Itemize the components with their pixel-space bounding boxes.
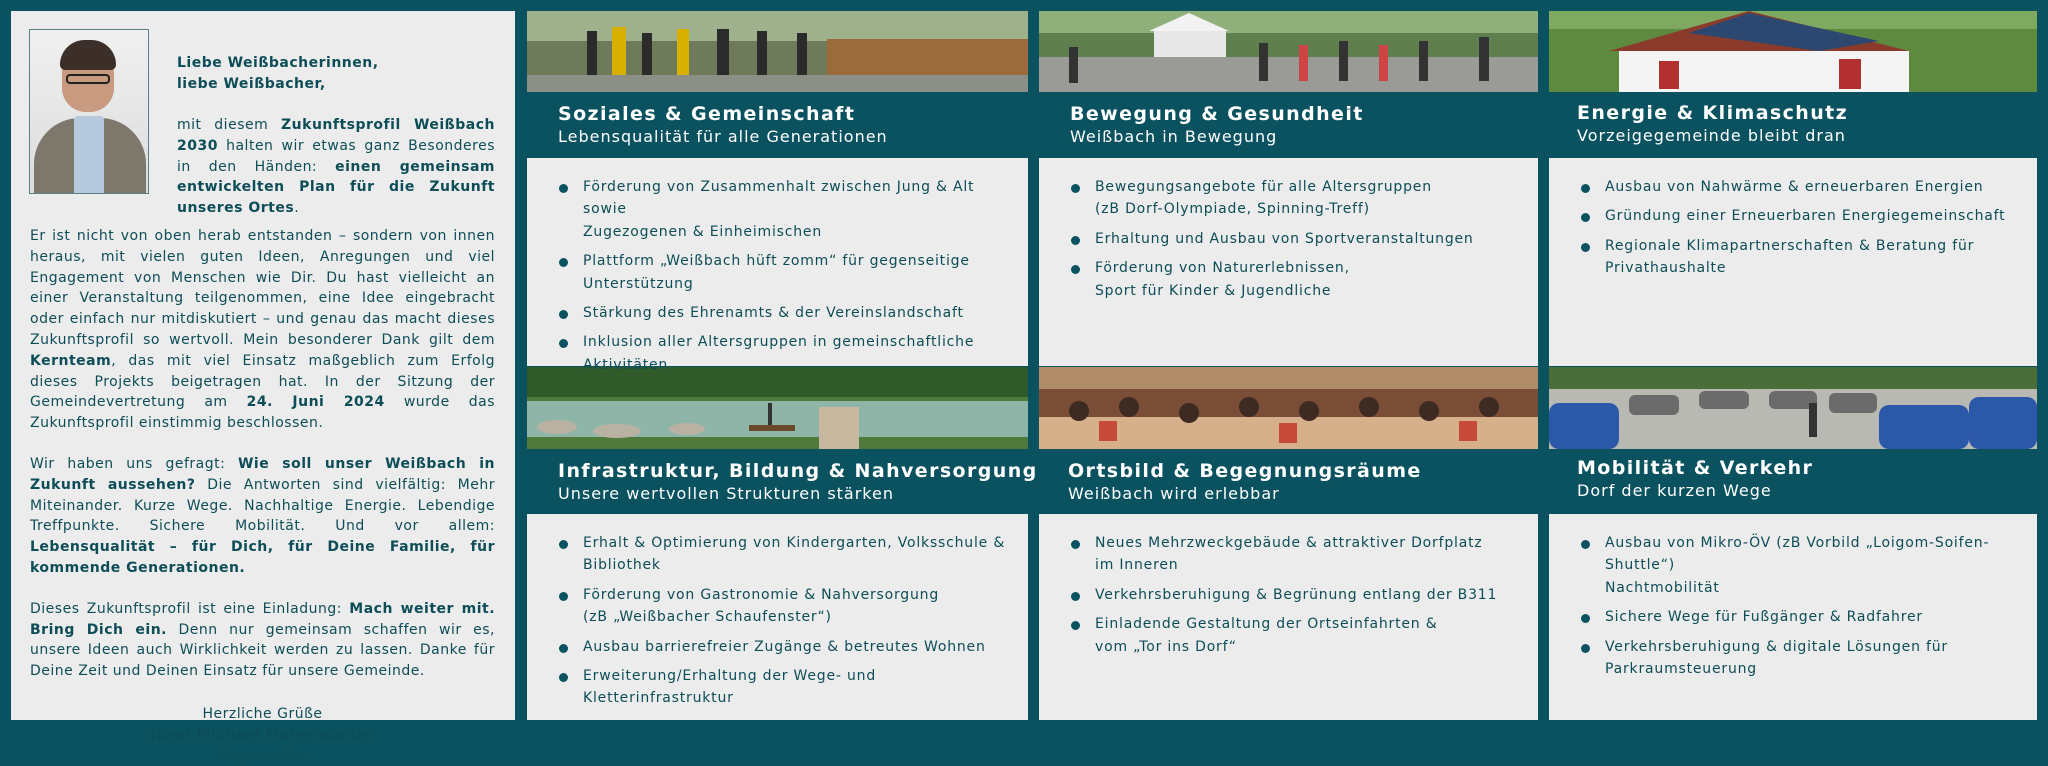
letter-paragraph-2: Wir haben uns gefragt: Wie soll unser Weißbach in Zukunft aussehen? Die Antworten sind vielfältig: Mehr Miteinander. Kurze Wege. Nachhaltige Energie. Lebendige Treffpunkte. Sichere Mobilität. Und vor allem: Lebensqualität – für Dich, für Deine Familie, für kommende Generationen. [30, 455, 495, 576]
section-heading-mobilitaet: Mobilität & Verkehr Dorf der kurzen Wege [1577, 457, 1814, 500]
letter-paragraph-1: Er ist nicht von oben herab entstanden – sondern von innen heraus, mit vielen guten Ideen, Anregungen und viel Engagement von Menschen wie Dir. Du hast vielleicht an einer Veranstaltung teilgenommen, eine Idee eingebracht oder einfach nur mitdiskutiert – und genau das macht dieses Zukunftsprofil so wertvoll. Mein besonderer Dank gilt dem Kernteam, das mit viel Einsatz maßgeblich zum Erfolg dieses Projekts beigetragen hat. In der Sitzung der Gemeindevertretung am 24. Juni 2024 wurde das Zukunftsprofil einstimmig beschlossen. [30, 227, 495, 432]
photo-river-raft [527, 367, 1028, 449]
letter-signature: Herzliche Grüße Josef Michael Hohenwarter Bürgermeister [30, 704, 495, 766]
section-list-bewegung [1039, 158, 1538, 366]
section-heading-soziales: Soziales & Gemeinschaft Lebensqualität für alle Generationen [558, 103, 888, 146]
photo-solar-building [1549, 11, 2037, 92]
bullet-item: Neues Mehrzweckgebäude & attraktiver Dorfplatz im Inneren [1071, 532, 1518, 577]
letter-paragraph-3: Dieses Zukunftsprofil ist eine Einladung: Mach weiter mit. Bring Dich ein. Denn nur gemeinsam schaffen wir es, unsere Ideen auch Wirklichkeit werden zu lassen. Danke für Deine Zeit und Deinen Einsatz für unsere Gemeinde. [30, 600, 496, 680]
section-heading-ortsbild: Ortsbild & Begegnungsräume Weißbach wird erlebbar [1068, 460, 1422, 503]
bullet-item: Förderung von Naturerlebnissen, Sport für Kinder & Jugendliche [1071, 257, 1518, 302]
mayor-portrait [29, 29, 149, 194]
letter-greeting: Liebe Weißbacherinnen, liebe Weißbacher, [177, 55, 379, 92]
mayor-role: Bürgermeister [216, 748, 309, 763]
section-heading-bewegung: Bewegung & Gesundheit Weißbach in Bewegung [1070, 103, 1364, 146]
bullet-item: Verkehrsberuhigung & Begrünung entlang der B311 [1071, 584, 1518, 606]
bullet-item: Plattform „Weißbach hüft zomm“ für gegenseitige Unterstützung [559, 250, 1008, 295]
bullet-item: Erhaltung und Ausbau von Sportveranstaltungen [1071, 228, 1518, 250]
bullet-item: Ausbau von Nahwärme & erneuerbaren Energien [1581, 176, 2017, 198]
bullet-item: Ausbau von Mikro-ÖV (zB Vorbild „Loigom-Soifen-Shuttle“) Nachtmobilität [1581, 532, 2017, 599]
mayor-name: Josef Michael Hohenwarter [150, 726, 375, 743]
bullet-item: Förderung von Gastronomie & Nahversorgung (zB „Weißbacher Schaufenster“) [559, 584, 1008, 629]
bullet-item: Förderung von Zusammenhalt zwischen Jung & Alt sowie Zugezogenen & Einheimischen [559, 176, 1008, 243]
section-heading-energie: Energie & Klimaschutz Vorzeigegemeinde bleibt dran [1577, 102, 1849, 145]
photo-run-event [1039, 11, 1538, 92]
section-list-soziales [527, 158, 1028, 373]
section-list-ortsbild [1039, 514, 1538, 720]
section-list-mobilitaet [1549, 514, 2037, 720]
letter-panel [11, 11, 515, 763]
bullet-item: Erweiterung/Erhaltung der Wege- und Kletterinfrastruktur [559, 665, 1008, 710]
bullet-item: Erhalt & Optimierung von Kindergarten, Volksschule & Bibliothek [559, 532, 1008, 577]
bullet-item: Ausbau barrierefreier Zugänge & betreutes Wohnen [559, 636, 1008, 658]
bullet-item: Stärkung des Ehrenamts & der Vereinslandschaft [559, 302, 1008, 324]
bullet-item: Verkehrsberuhigung & digitale Lösungen für Parkraumsteuerung [1581, 636, 2017, 681]
section-list-infrastruktur [527, 514, 1028, 720]
bullet-item: Inklusion aller Altersgruppen in gemeinschaftliche Aktivitäten [559, 331, 1008, 376]
bullet-item: Einladende Gestaltung der Ortseinfahrten & vom „Tor ins Dorf“ [1071, 613, 1518, 658]
section-list-energie [1549, 158, 2037, 366]
bullet-item: Sichere Wege für Fußgänger & Radfahrer [1581, 606, 2017, 628]
bullet-item: Regionale Klimapartnerschaften & Beratung für Privathaushalte [1581, 235, 2017, 280]
photo-procession [527, 11, 1028, 92]
section-heading-infrastruktur: Infrastruktur, Bildung & Nahversorgung Unsere wertvollen Strukturen stärken [558, 460, 1038, 503]
bullet-item: Gründung einer Erneuerbaren Energiegemeinschaft [1581, 205, 2017, 227]
bullet-item: Bewegungsangebote für alle Altersgruppen (zB Dorf-Olympiade, Spinning-Treff) [1071, 176, 1518, 221]
photo-parking-lot [1549, 367, 2037, 449]
photo-dining-hall [1039, 367, 1538, 449]
letter-intro: mit diesem Zukunftsprofil Weißbach 2030 halten wir etwas ganz Besonderes in den Händen: einen gemeinsam entwickelten Plan für die Zukunft unseres Ortes. [177, 117, 495, 217]
